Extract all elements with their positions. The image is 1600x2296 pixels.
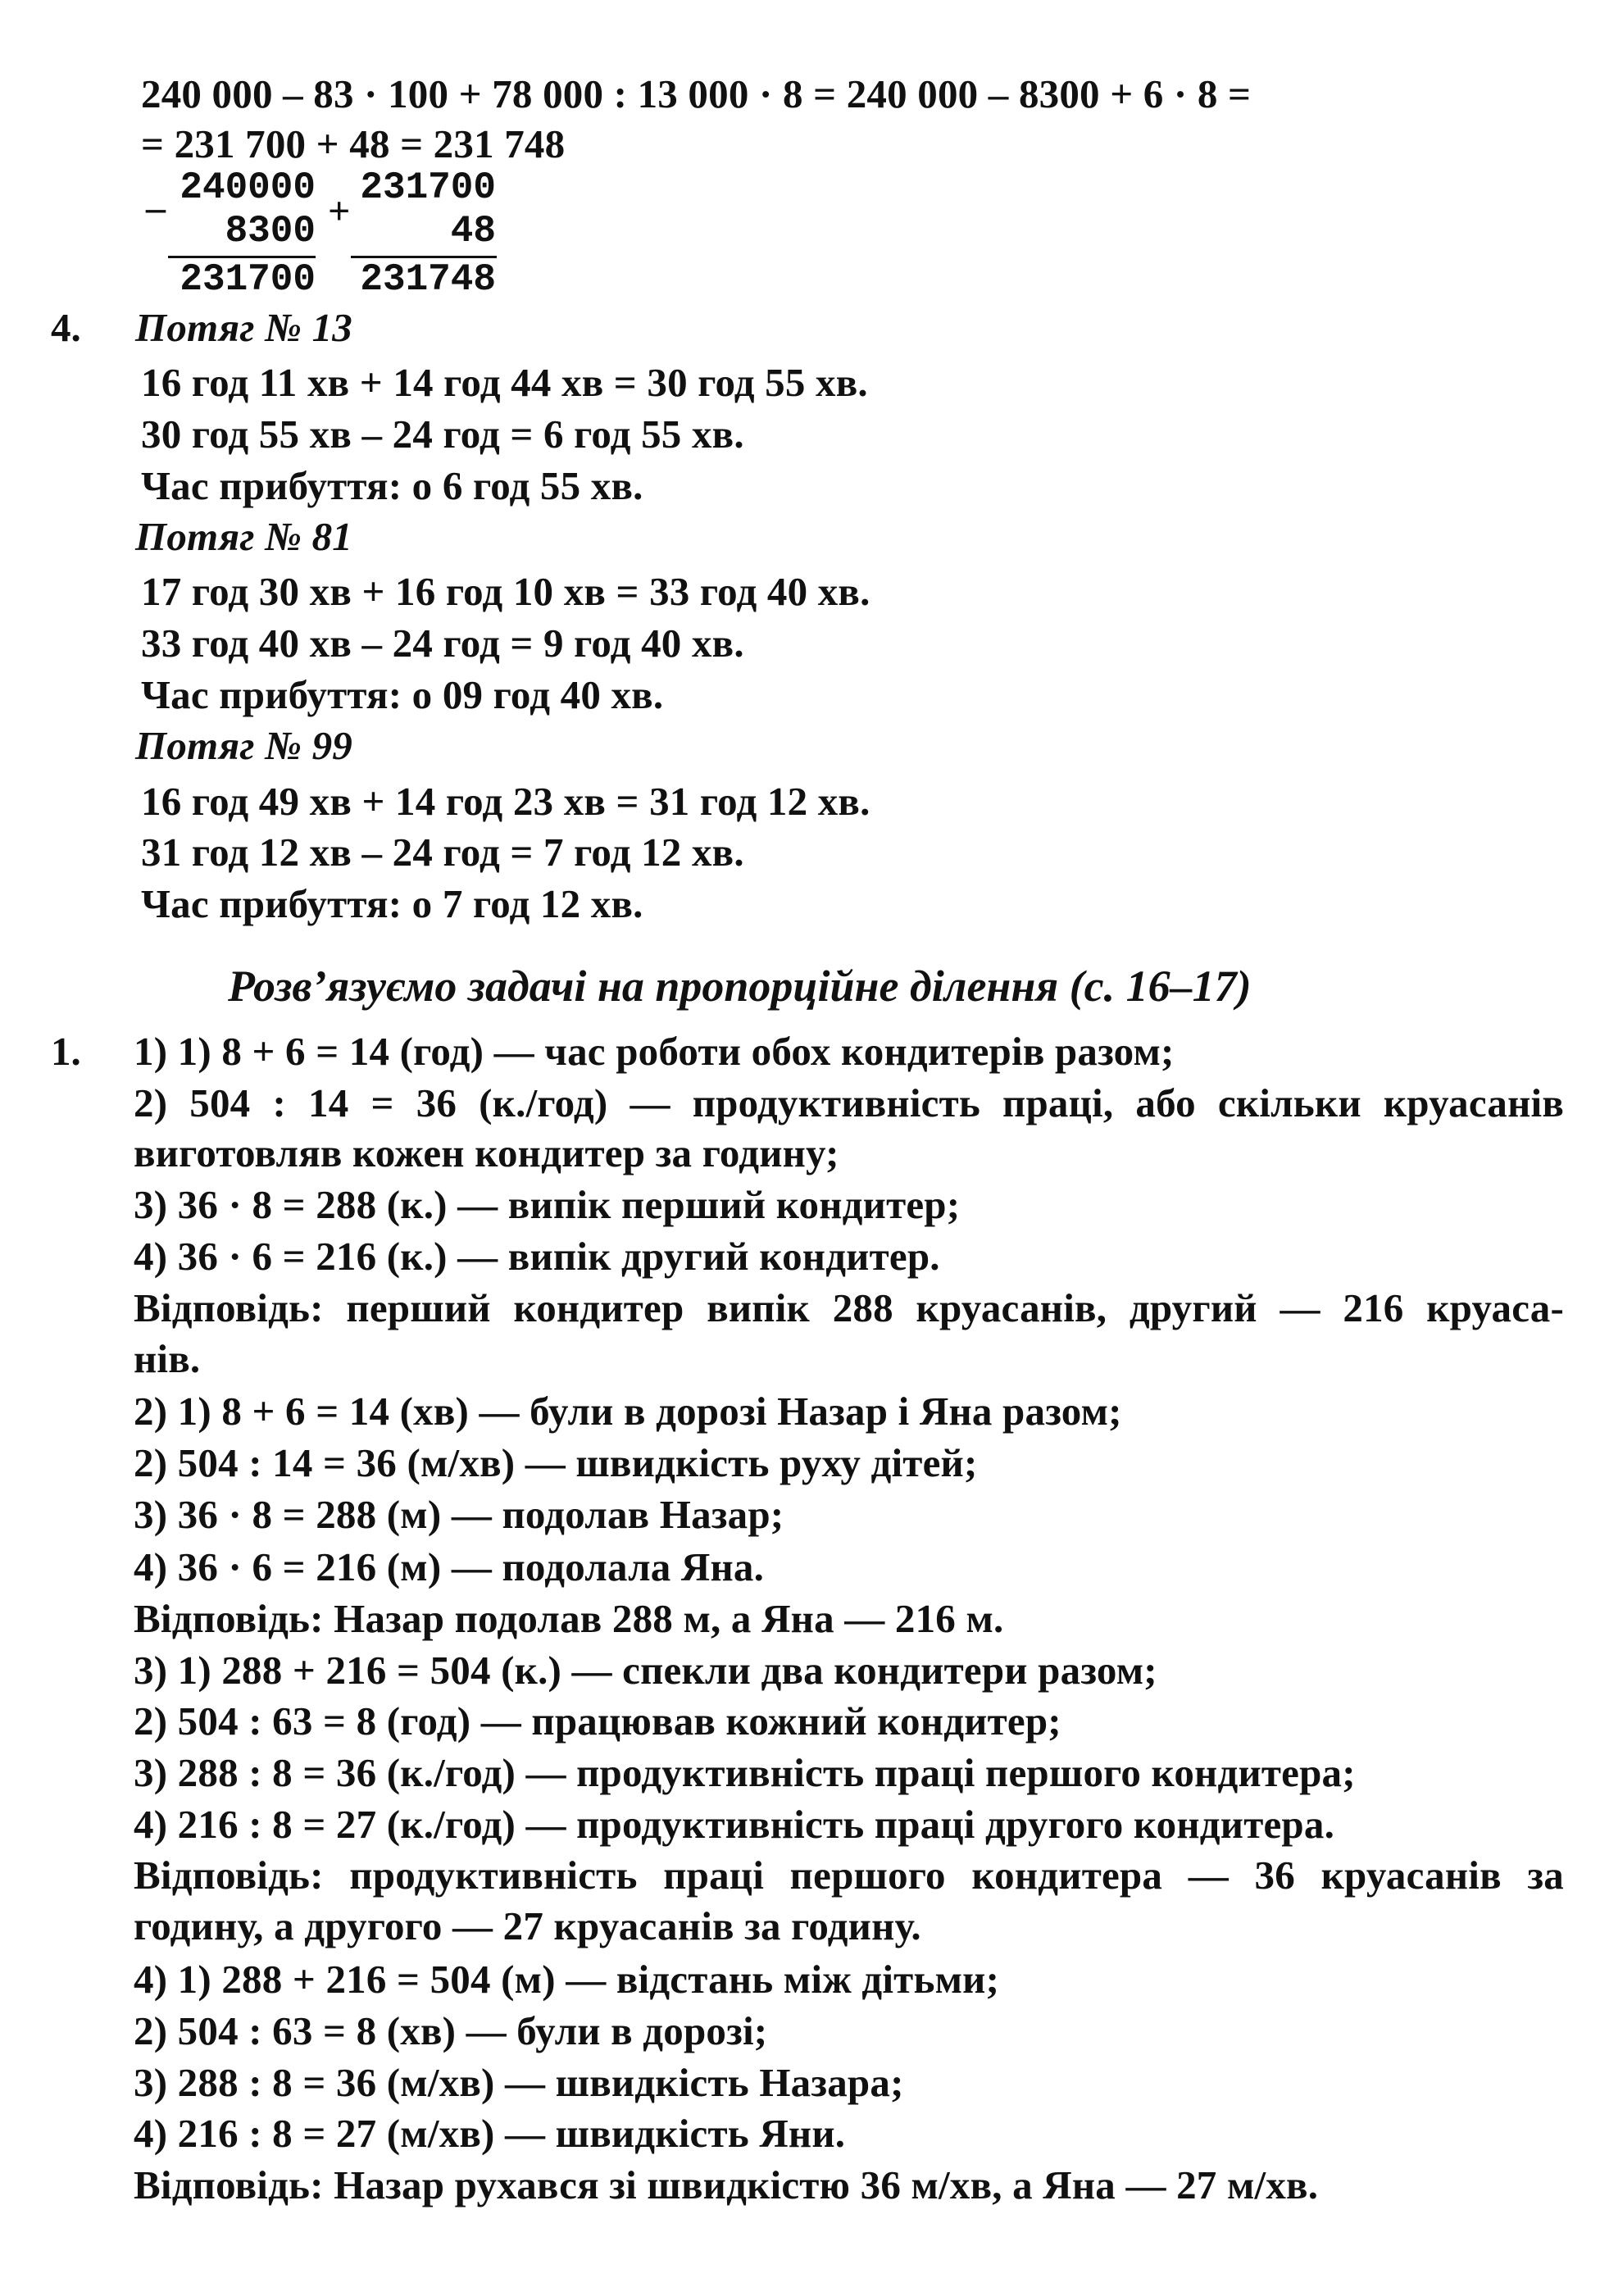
train-line: 31 год 12 хв – 24 год = 7 год 12 хв. (141, 830, 744, 875)
difference: 231700 (180, 258, 316, 301)
answer-line: Відповідь: Назар подолав 288 м, а Яна — 216 м. (134, 1596, 1004, 1641)
train-title: Потяг № 99 (135, 723, 352, 768)
sum: 231748 (360, 258, 496, 301)
solution-line: 4) 216 : 8 = 27 (м/хв) — швидкість Яни. (134, 2111, 846, 2156)
expression-line: 240 000 – 83 · 100 + 78 000 : 13 000 · 8 = 240 000 – 8300 + 6 · 8 = (141, 71, 1252, 116)
solution-line: 1) 1) 8 + 6 = 14 (год) — час роботи обох кондитерів разом; (134, 1029, 1175, 1074)
train-line: 17 год 30 хв + 16 год 10 хв = 33 год 40 хв. (141, 569, 870, 614)
train-arrival: Час прибуття: о 09 год 40 хв. (141, 672, 664, 717)
train-line: 33 год 40 хв – 24 год = 9 год 40 хв. (141, 621, 744, 666)
answer-line: Відповідь: продуктивність праці першого кондитера — 36 круасанів за (134, 1853, 1564, 1898)
train-line: 16 год 49 хв + 14 год 23 хв = 31 год 12 хв. (141, 779, 870, 824)
solution-line: 3) 288 : 8 = 36 (к./год) — продуктивність праці першого кондитера; (134, 1750, 1356, 1795)
solution-line: виготовляв кожен кондитер за годину; (134, 1130, 839, 1175)
addend-1: 231700 (360, 166, 496, 209)
answer-line: Відповідь: перший кондитер випік 288 круасанів, другий — 216 круаса- (134, 1285, 1564, 1330)
solution-line: 4) 1) 288 + 216 = 504 (м) — відстань між дітьми; (134, 1957, 1000, 2002)
answer-line: годину, а другого — 27 круасанів за годину. (134, 1903, 921, 1948)
train-title: Потяг № 81 (135, 514, 352, 559)
minus-sign: – (146, 186, 166, 230)
expression-result-line: = 231 700 + 48 = 231 748 (141, 121, 566, 166)
answer-line: Відповідь: Назар рухався зі швидкістю 36 м/хв, а Яна — 27 м/хв. (134, 2162, 1319, 2207)
solution-line: 2) 504 : 63 = 8 (хв) — були в дорозі; (134, 2008, 768, 2053)
subtrahend: 8300 (225, 210, 316, 252)
solution-line: 4) 216 : 8 = 27 (к./год) — продуктивність праці другого кондитера. (134, 1802, 1335, 1847)
answer-line: нів. (134, 1336, 201, 1381)
train-line: 16 год 11 хв + 14 год 44 хв = 30 год 55 хв. (141, 360, 868, 405)
train-title: Потяг № 13 (135, 305, 352, 350)
train-line: 30 год 55 хв – 24 год = 6 год 55 хв. (141, 411, 744, 457)
solution-line: 4) 36 · 6 = 216 (к.) — випік другий кондитер. (134, 1234, 940, 1279)
task-number: 1. (51, 1029, 81, 1074)
plus-sign: + (328, 189, 351, 233)
solution-line: 3) 288 : 8 = 36 (м/хв) — швидкість Назара; (134, 2060, 904, 2105)
solution-line: 3) 36 · 8 = 288 (к.) — випік перший кондитер; (134, 1182, 961, 1227)
task-number: 4. (51, 305, 81, 350)
solution-line: 4) 36 · 6 = 216 (м) — подолала Яна. (134, 1544, 765, 1589)
solution-line: 2) 504 : 63 = 8 (год) — працював кожний кондитер; (134, 1698, 1061, 1744)
solution-line: 2) 504 : 14 = 36 (м/хв) — швидкість руху дітей; (134, 1440, 978, 1485)
solution-line: 2) 1) 8 + 6 = 14 (хв) — були в дорозі Назар і Яна разом; (134, 1389, 1122, 1434)
solution-line: 2) 504 : 14 = 36 (к./год) — продуктивність праці, або скільки круасанів (134, 1080, 1564, 1125)
train-arrival: Час прибуття: о 6 год 55 хв. (141, 463, 643, 508)
solution-line: 3) 1) 288 + 216 = 504 (к.) — спекли два кондитери разом; (134, 1648, 1157, 1693)
minuend: 240000 (180, 166, 316, 209)
section-heading: Розв’язуємо задачі на пропорційне ділення (с. 16–17) (228, 962, 1252, 1011)
addend-2: 48 (450, 210, 496, 252)
train-arrival: Час прибуття: о 7 год 12 хв. (141, 881, 643, 926)
solution-line: 3) 36 · 8 = 288 (м) — подолав Назар; (134, 1492, 784, 1537)
